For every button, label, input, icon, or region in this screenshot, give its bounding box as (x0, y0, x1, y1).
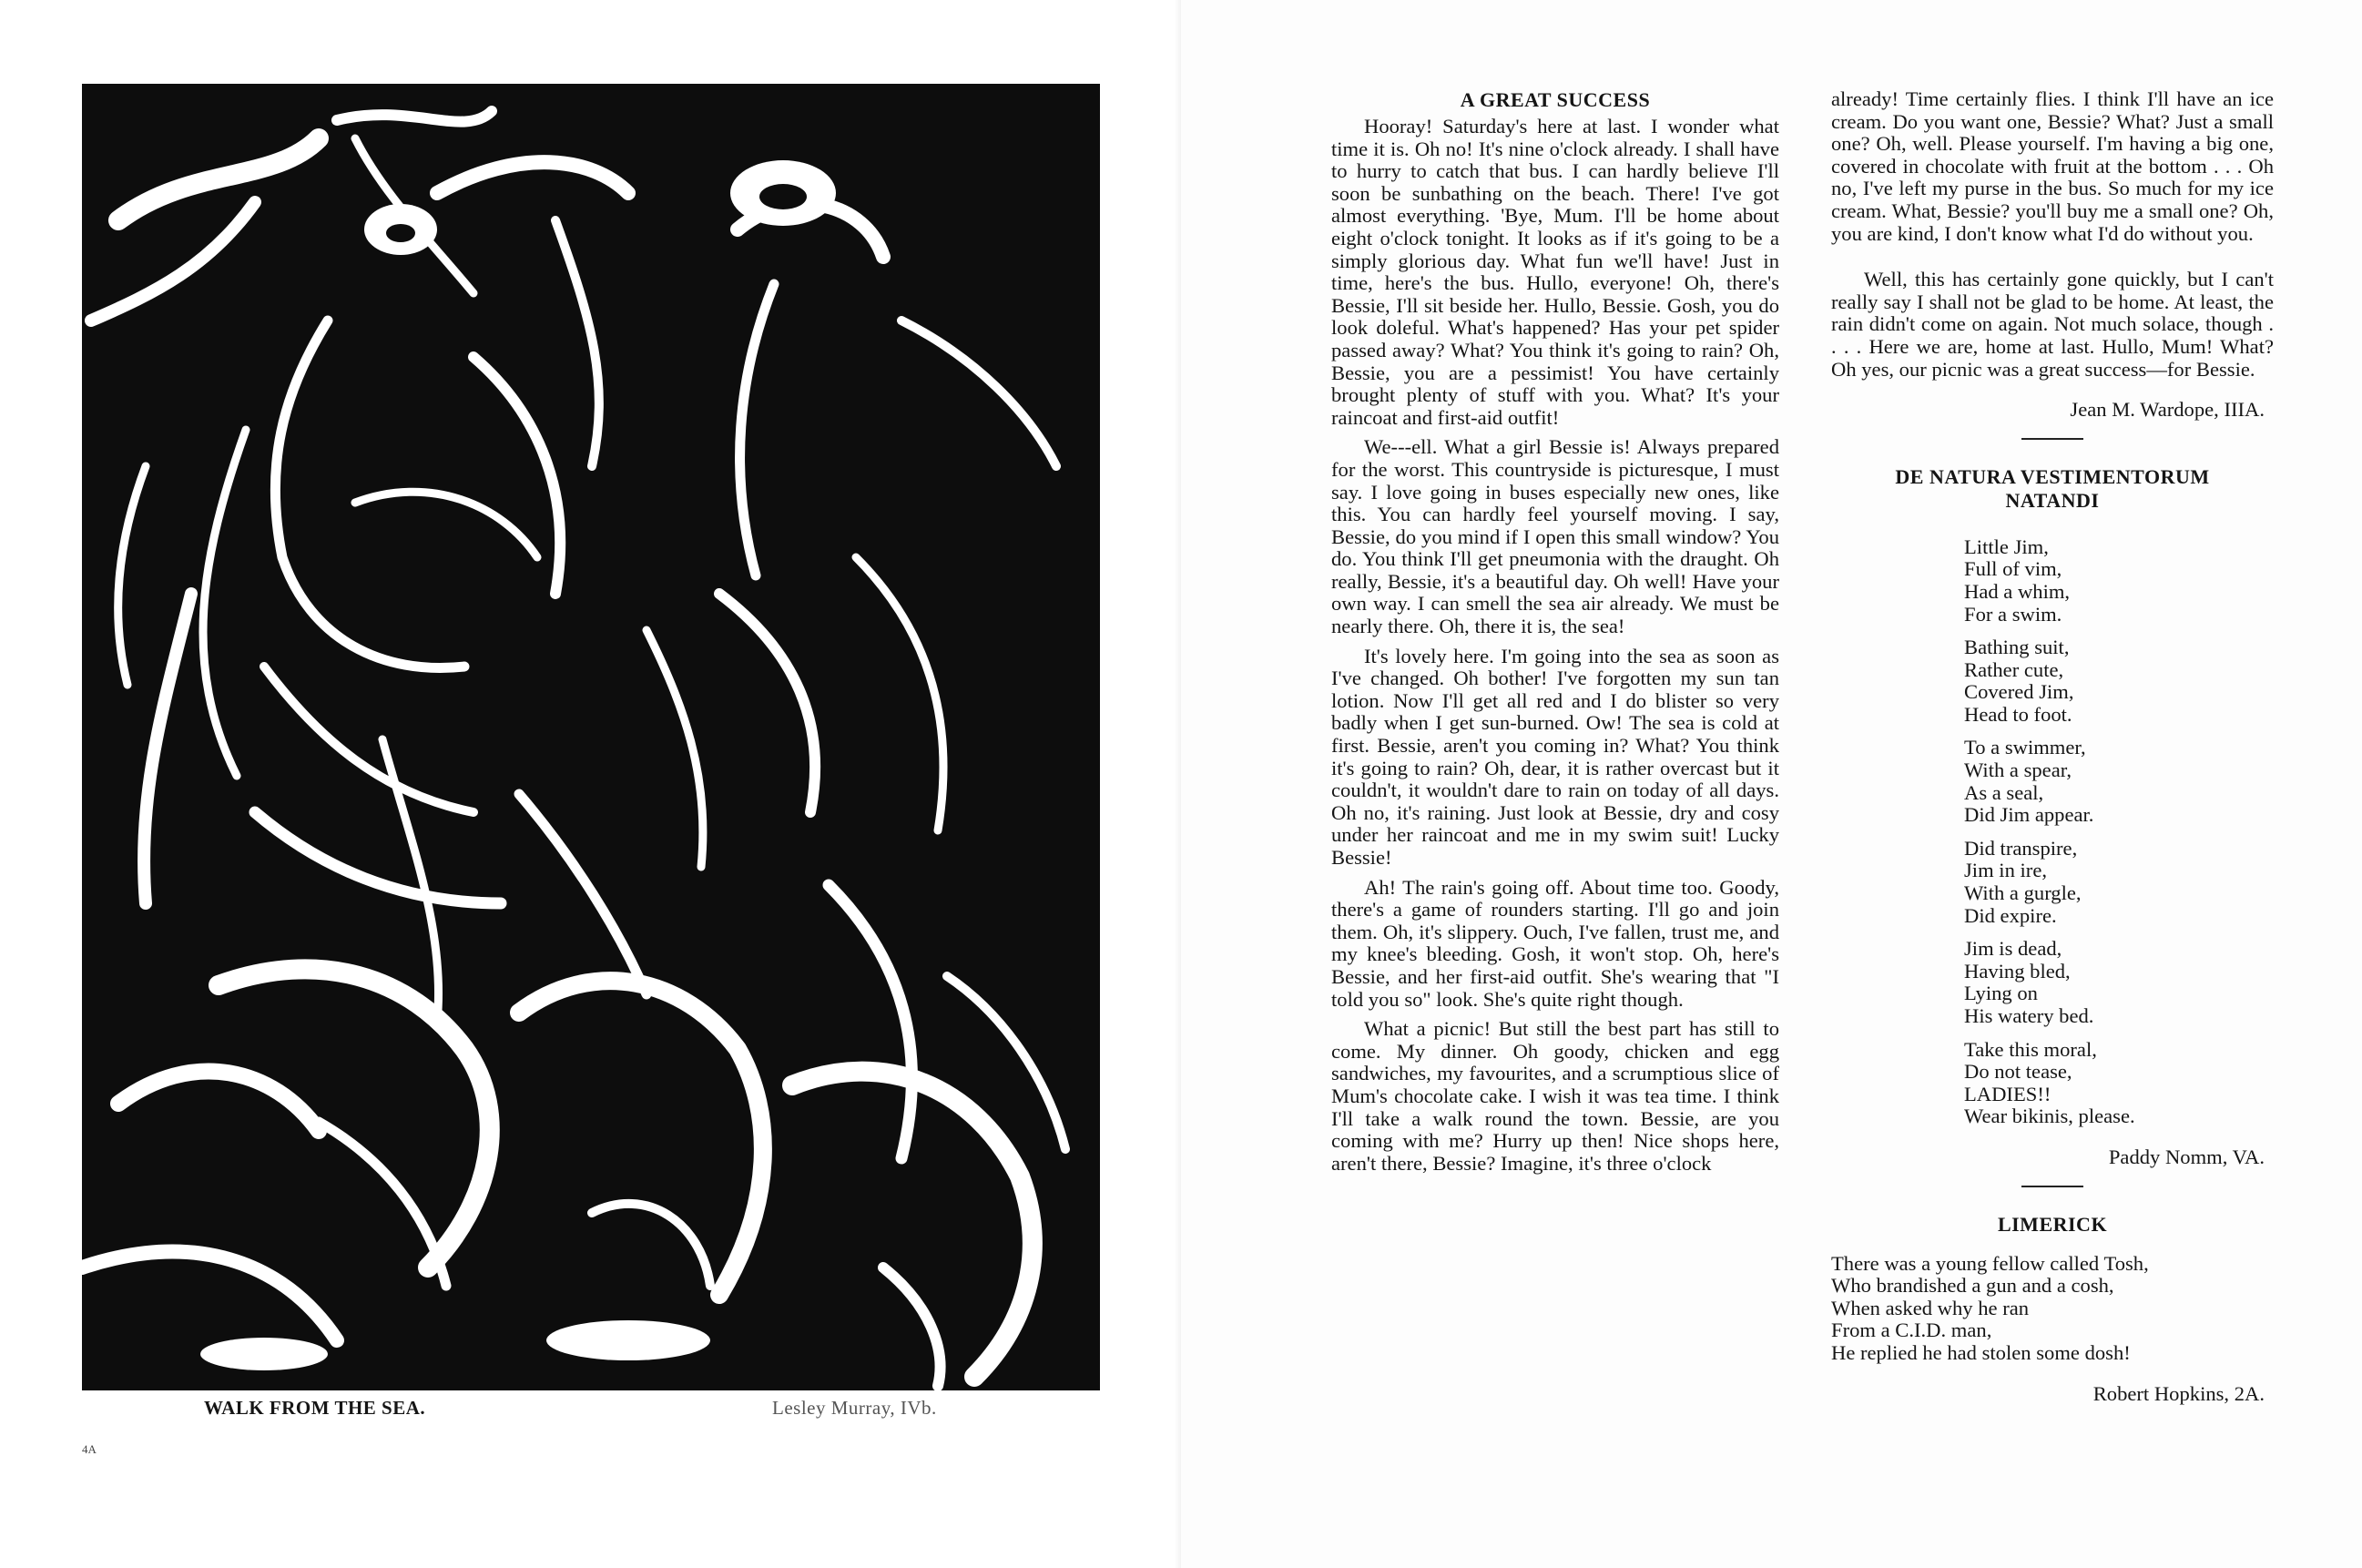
story-continued-paragraph: already! Time certainly flies. I think I'll have an ice cream. Do you want one, Bessie? What? Just a small one? Oh, well. Please yourself. I'm having a big one, covered in chocolate with fruit at the bottom . . . Oh no, I've left my purse in the bus. So much for my ice cream. What, Bessie? you'll buy me a small one? Oh, you are kind, I don't know what I'd do without you. (1831, 87, 2274, 245)
poem-line: Did Jim appear. (1964, 803, 2094, 827)
story-paragraph: Ah! The rain's going off. About time too. Goody, there's a game of rounders starting. I'll go and join them. Oh, it's slippery. Ouch, I've fallen, trust me, and my knee's bleeding. Gosh, it won't stop. Oh, here's Bessie, and her first-aid outfit. She's wearing that "I told you so" look. She's quite right though. (1331, 875, 1779, 1011)
poem-stanza (1964, 838, 2274, 927)
poem-line: Do not tease, (1964, 1060, 2072, 1084)
poem-line: Take this moral, (1964, 1037, 2097, 1061)
limerick-title: LIMERICK (1997, 1212, 2108, 1236)
limerick-body (1831, 1253, 2274, 1365)
poem-line: Full of vim, (1964, 557, 2062, 581)
poem-line: Covered Jim, (1964, 680, 2074, 704)
page-folio: 4A (82, 1442, 97, 1456)
story-column-right (1831, 88, 2274, 1405)
poem-body (1964, 536, 2274, 1128)
poem-stanza (1964, 636, 2274, 726)
linocut-illustration (82, 84, 1100, 1390)
poem-line: Head to foot. (1964, 702, 2072, 726)
poem-line: With a gurgle, (1964, 881, 2082, 905)
limerick-line: There was a young fellow called Tosh, (1831, 1251, 2149, 1275)
poem-stanza (1964, 1039, 2274, 1128)
illustration-caption-credit: Lesley Murray, IVb. (772, 1397, 937, 1419)
poem-stanza (1964, 737, 2274, 826)
poem-line: Rather cute, (1964, 657, 2064, 681)
poem-title-line-1: DE NATURA VESTIMENTORUM (1895, 464, 2210, 488)
story-paragraph: We---ell. What a girl Bessie is! Always prepared for the worst. This countryside is picturesque, I must say. I love going in buses especially new ones, like this. You can hardly feel yourself moving. I say, Bessie, do you mind if I open this small window? You do. You think I'll get pneumonia with the draught. Oh really, Bessie, it's a beautiful day. Oh well! Have your own way. I can smell the sea air already. We must be nearly there. Oh, there it is, the sea! (1331, 435, 1779, 638)
poem-line: Did transpire, (1964, 836, 2078, 860)
story-continued-paragraph: Well, this has certainly gone quickly, but I can't really say I shall not be glad to be home. At least, the rain didn't come on again. Not much solace, though . . . . Here we are, home at last. Hullo, Mum! What? Oh yes, our picnic was a great success—for Bessie. (1831, 268, 2274, 381)
poem-title-line-2: NATANDI (2005, 488, 2100, 512)
illustration-caption-title: WALK FROM THE SEA. (204, 1397, 426, 1419)
story-paragraph: What a picnic! But still the best part has still to come. My dinner. Oh goody, chicken and egg sandwiches, my favourites, and a scrumptious slice of Mum's chocolate cake. I wish it was tea time. I think I'll take a walk round the town. Bessie, are you coming with me? Hurry up then! Nice shops here, aren't there, Bessie? Imagine, it's three o'clock (1331, 1017, 1779, 1175)
limerick-line: When asked why he ran (1831, 1296, 2030, 1319)
limerick-line: From a C.I.D. man, (1831, 1319, 1992, 1342)
poem-author: Paddy Nomm, VA. (2108, 1145, 2265, 1168)
poem-line: Having bled, (1964, 959, 2071, 983)
limerick-author: Robert Hopkins, 2A. (2092, 1381, 2265, 1405)
limerick-line: He replied he had stolen some dosh! (1831, 1340, 2131, 1364)
poem-line: Lying on (1964, 982, 2038, 1005)
poem-line: His watery bed. (1964, 1004, 2094, 1027)
section-divider (2021, 1186, 2083, 1187)
poem-line: As a seal, (1964, 780, 2044, 804)
poem-line: Jim is dead, (1964, 937, 2062, 961)
poem-line: Had a whim, (1964, 579, 2071, 603)
limerick-line: Who brandished a gun and a cosh, (1831, 1274, 2114, 1298)
story-paragraph: Hooray! Saturday's here at last. I wonder what time it is. Oh no! It's nine o'clock already. I shall have to hurry to catch that bus. I can hardly believe I'll soon be sunbathing on the beach. There! I've got almost everything. 'Bye, Mum. I'll be home about eight o'clock tonight. It looks as if it's going to be a simply glorious day. What fun we'll have! Just in time, here's the bus. Hullo, everyone! Oh, there's Bessie, I'll sit beside her. Hullo, Bessie. Gosh, you do look doleful. What's happened? Has your pet spider passed away? What? You think it's going to rain? Oh, Bessie, you are a pessimist! You have certainly brought plenty of stuff with you. What? It's your raincoat and first-aid outfit! (1331, 115, 1779, 429)
poem-stanza (1964, 536, 2274, 626)
poem-stanza (1964, 938, 2274, 1027)
poem-line: Jim in ire, (1964, 859, 2047, 882)
linocut-artwork (82, 84, 1100, 1390)
story-title: A GREAT SUCCESS (1460, 88, 1651, 111)
poem-line: Wear bikinis, please. (1964, 1105, 2135, 1128)
poem-line: Little Jim, (1964, 535, 2049, 558)
poem-line: Did expire. (1964, 903, 2057, 927)
poem-line: To a swimmer, (1964, 736, 2086, 759)
story-author: Jean M. Wardope, IIIA. (2070, 398, 2265, 422)
poem-line: Bathing suit, (1964, 636, 2070, 659)
poem-line: For a swim. (1964, 602, 2062, 626)
poem-line: LADIES!! (1964, 1082, 2051, 1105)
story-column-left (1331, 88, 1779, 1175)
poem-line: With a spear, (1964, 759, 2072, 782)
story-paragraph: It's lovely here. I'm going into the sea as soon as I've changed. Oh bother! I've forgotten my sun tan lotion. Now I'll get all red and I do blister so very badly when I get sun-burned. Ow! The sea is cold at first. Bessie, aren't you coming in? What? You think it's going to rain? Oh, dear, it is rather overcast but it couldn't, it wouldn't dare to rain on today of all days. Oh no, it's raining. Just look at Bessie, dry and cosy under her raincoat and me in my swim suit! Lucky Bessie! (1331, 644, 1779, 869)
section-divider (2021, 438, 2083, 440)
